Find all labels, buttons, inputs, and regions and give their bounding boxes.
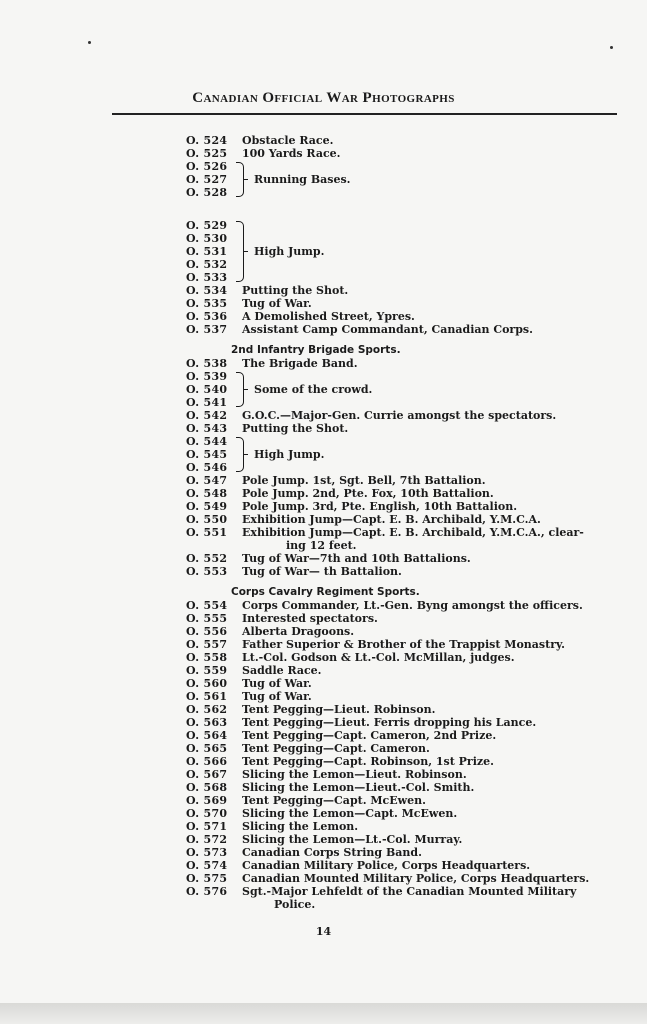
photo-caption: Lt.-Col. Godson & Lt.-Col. McMillan, judges. bbox=[242, 651, 515, 664]
list-item bbox=[186, 664, 626, 677]
brace bbox=[236, 162, 244, 197]
photo-caption: The Brigade Band. bbox=[242, 357, 358, 370]
list-item bbox=[186, 794, 626, 807]
photo-number: O. 573 bbox=[186, 846, 228, 859]
photo-caption: Exhibition Jump—Capt. E. B. Archibald, Y.M.C.A. bbox=[242, 513, 541, 526]
list-item bbox=[186, 768, 626, 781]
photo-caption: G.O.C.—Major-Gen. Currie amongst the spectators. bbox=[242, 409, 557, 422]
photo-caption: Putting the Shot. bbox=[242, 284, 349, 297]
photo-number: O. 544 bbox=[186, 435, 228, 448]
photo-caption: Canadian Corps String Band. bbox=[242, 846, 422, 859]
photo-number: O. 551 bbox=[186, 526, 228, 539]
list-item bbox=[186, 409, 626, 422]
photo-number: O. 533 bbox=[186, 271, 228, 284]
photo-number: O. 527 bbox=[186, 173, 228, 186]
list-item bbox=[186, 357, 626, 370]
photo-number: O. 541 bbox=[186, 396, 228, 409]
paper-speck bbox=[88, 41, 91, 44]
list-item bbox=[186, 677, 626, 690]
photo-caption: Putting the Shot. bbox=[242, 422, 349, 435]
photo-number: O. 575 bbox=[186, 872, 228, 885]
photo-number: O. 524 bbox=[186, 134, 228, 147]
photo-number: O. 572 bbox=[186, 833, 228, 846]
photo-caption: Corps Commander, Lt.-Gen. Byng amongst the officers. bbox=[242, 599, 583, 612]
caption-continuation: Police. bbox=[274, 898, 316, 911]
photo-number: O. 528 bbox=[186, 186, 228, 199]
photo-number: O. 562 bbox=[186, 703, 228, 716]
photo-number: O. 534 bbox=[186, 284, 228, 297]
caption-continuation: ing 12 feet. bbox=[286, 539, 357, 552]
list-item bbox=[186, 565, 626, 578]
photo-number: O. 564 bbox=[186, 729, 228, 742]
photo-number: O. 555 bbox=[186, 612, 228, 625]
photo-caption: High Jump. bbox=[254, 448, 325, 461]
photo-caption: Slicing the Lemon—Lt.-Col. Murray. bbox=[242, 833, 463, 846]
photo-number: O. 537 bbox=[186, 323, 228, 336]
list-item bbox=[186, 422, 626, 435]
photo-caption: High Jump. bbox=[254, 245, 325, 258]
list-item bbox=[186, 487, 626, 500]
photo-number: O. 570 bbox=[186, 807, 228, 820]
photo-number: O. 525 bbox=[186, 147, 228, 160]
list-item bbox=[186, 147, 626, 160]
section-heading: Corps Cavalry Regiment Sports. bbox=[231, 586, 420, 598]
list-item bbox=[186, 323, 626, 336]
photo-number: O. 539 bbox=[186, 370, 228, 383]
section-heading: 2nd Infantry Brigade Sports. bbox=[231, 344, 401, 356]
list-item bbox=[186, 513, 626, 526]
photo-caption: Tug of War—7th and 10th Battalions. bbox=[242, 552, 471, 565]
list-item bbox=[186, 885, 626, 898]
photo-caption: Interested spectators. bbox=[242, 612, 378, 625]
scan-edge bbox=[0, 1003, 647, 1024]
photo-caption: Slicing the Lemon. bbox=[242, 820, 359, 833]
list-item bbox=[186, 625, 626, 638]
photo-caption: Slicing the Lemon—Capt. McEwen. bbox=[242, 807, 458, 820]
photo-number: O. 571 bbox=[186, 820, 228, 833]
list-item bbox=[186, 755, 626, 768]
list-item bbox=[186, 599, 626, 612]
list-item bbox=[186, 134, 626, 147]
photo-number: O. 548 bbox=[186, 487, 228, 500]
list-item bbox=[186, 742, 626, 755]
photo-number: O. 536 bbox=[186, 310, 228, 323]
list-item bbox=[186, 820, 626, 833]
bracketed-group bbox=[186, 435, 626, 474]
photo-number: O. 563 bbox=[186, 716, 228, 729]
photo-caption: Tug of War. bbox=[242, 690, 312, 703]
photo-number: O. 567 bbox=[186, 768, 228, 781]
list-item bbox=[186, 872, 626, 885]
photo-caption: Tent Pegging—Capt. Cameron. bbox=[242, 742, 430, 755]
photo-number: O. 538 bbox=[186, 357, 228, 370]
photo-number: O. 540 bbox=[186, 383, 228, 396]
list-item bbox=[186, 638, 626, 651]
photo-caption: Slicing the Lemon—Lieut. Robinson. bbox=[242, 768, 467, 781]
list-item bbox=[186, 729, 626, 742]
photo-caption: Alberta Dragoons. bbox=[242, 625, 355, 638]
photograph-list bbox=[186, 134, 626, 911]
photo-number: O. 565 bbox=[186, 742, 228, 755]
photo-caption: Tug of War— th Battalion. bbox=[242, 565, 402, 578]
photo-caption: Slicing the Lemon—Lieut.-Col. Smith. bbox=[242, 781, 475, 794]
photo-caption: Father Superior & Brother of the Trappist Monastry. bbox=[242, 638, 565, 651]
bracketed-group bbox=[186, 160, 626, 199]
list-item bbox=[186, 651, 626, 664]
photo-caption: Running Bases. bbox=[254, 173, 351, 186]
paper-speck bbox=[610, 46, 613, 49]
photo-caption: Tug of War. bbox=[242, 677, 312, 690]
list-item bbox=[186, 781, 626, 794]
list-item bbox=[186, 297, 626, 310]
list-item bbox=[186, 690, 626, 703]
photo-number: O. 556 bbox=[186, 625, 228, 638]
photo-number: O. 547 bbox=[186, 474, 228, 487]
photo-number: O. 542 bbox=[186, 409, 228, 422]
photo-number: O. 561 bbox=[186, 690, 228, 703]
photo-caption: Pole Jump. 2nd, Pte. Fox, 10th Battalion. bbox=[242, 487, 494, 500]
list-item bbox=[186, 716, 626, 729]
photo-caption: Tent Pegging—Capt. Robinson, 1st Prize. bbox=[242, 755, 494, 768]
photo-number: O. 557 bbox=[186, 638, 228, 651]
photo-number: O. 546 bbox=[186, 461, 228, 474]
brace bbox=[236, 372, 244, 407]
photo-number: O. 566 bbox=[186, 755, 228, 768]
photo-caption: Tent Pegging—Capt. McEwen. bbox=[242, 794, 426, 807]
page-header: Canadian Official War Photographs bbox=[192, 90, 455, 106]
photo-caption: Sgt.-Major Lehfeldt of the Canadian Mounted Military bbox=[242, 885, 577, 898]
photo-caption: Some of the crowd. bbox=[254, 383, 373, 396]
photo-caption: Pole Jump. 1st, Sgt. Bell, 7th Battalion. bbox=[242, 474, 486, 487]
photo-number: O. 550 bbox=[186, 513, 228, 526]
photo-caption: 100 Yards Race. bbox=[242, 147, 341, 160]
photo-number: O. 530 bbox=[186, 232, 228, 245]
photo-number: O. 568 bbox=[186, 781, 228, 794]
list-item bbox=[186, 552, 626, 565]
photo-number: O. 535 bbox=[186, 297, 228, 310]
bracketed-group bbox=[186, 370, 626, 409]
photo-caption: Tug of War. bbox=[242, 297, 312, 310]
photo-caption: Canadian Military Police, Corps Headquarters. bbox=[242, 859, 531, 872]
photo-caption: Saddle Race. bbox=[242, 664, 322, 677]
photo-caption: Assistant Camp Commandant, Canadian Corps. bbox=[242, 323, 533, 336]
photo-number: O. 532 bbox=[186, 258, 228, 271]
list-item bbox=[186, 612, 626, 625]
list-item bbox=[186, 526, 626, 539]
list-item bbox=[186, 859, 626, 872]
photo-caption: Exhibition Jump—Capt. E. B. Archibald, Y.M.C.A., clear- bbox=[242, 526, 584, 539]
photo-number: O. 529 bbox=[186, 219, 228, 232]
photo-caption: Tent Pegging—Lieut. Ferris dropping his Lance. bbox=[242, 716, 537, 729]
bracketed-group bbox=[186, 219, 626, 284]
list-item bbox=[186, 846, 626, 859]
photo-number: O. 545 bbox=[186, 448, 228, 461]
photo-number: O. 526 bbox=[186, 160, 228, 173]
list-item bbox=[186, 474, 626, 487]
list-item bbox=[186, 500, 626, 513]
brace bbox=[236, 437, 244, 472]
photo-number: O. 574 bbox=[186, 859, 228, 872]
photo-number: O. 569 bbox=[186, 794, 228, 807]
photo-number: O. 549 bbox=[186, 500, 228, 513]
photo-caption: A Demolished Street, Ypres. bbox=[242, 310, 415, 323]
photo-number: O. 559 bbox=[186, 664, 228, 677]
photo-number: O. 552 bbox=[186, 552, 228, 565]
list-item bbox=[186, 703, 626, 716]
photo-caption: Obstacle Race. bbox=[242, 134, 334, 147]
photo-caption: Tent Pegging—Capt. Cameron, 2nd Prize. bbox=[242, 729, 497, 742]
list-item bbox=[186, 310, 626, 323]
page-number: 14 bbox=[315, 925, 332, 938]
list-item bbox=[186, 284, 626, 297]
photo-caption: Pole Jump. 3rd, Pte. English, 10th Battalion. bbox=[242, 500, 518, 513]
photo-number: O. 554 bbox=[186, 599, 228, 612]
photo-number: O. 553 bbox=[186, 565, 228, 578]
list-item bbox=[186, 833, 626, 846]
list-item bbox=[186, 807, 626, 820]
header-rule bbox=[112, 113, 617, 115]
photo-number: O. 543 bbox=[186, 422, 228, 435]
brace bbox=[236, 221, 244, 282]
photo-number: O. 560 bbox=[186, 677, 228, 690]
photo-number: O. 576 bbox=[186, 885, 228, 898]
photo-caption: Tent Pegging—Lieut. Robinson. bbox=[242, 703, 436, 716]
photo-caption: Canadian Mounted Military Police, Corps Headquarters. bbox=[242, 872, 590, 885]
photo-number: O. 558 bbox=[186, 651, 228, 664]
photo-number: O. 531 bbox=[186, 245, 228, 258]
